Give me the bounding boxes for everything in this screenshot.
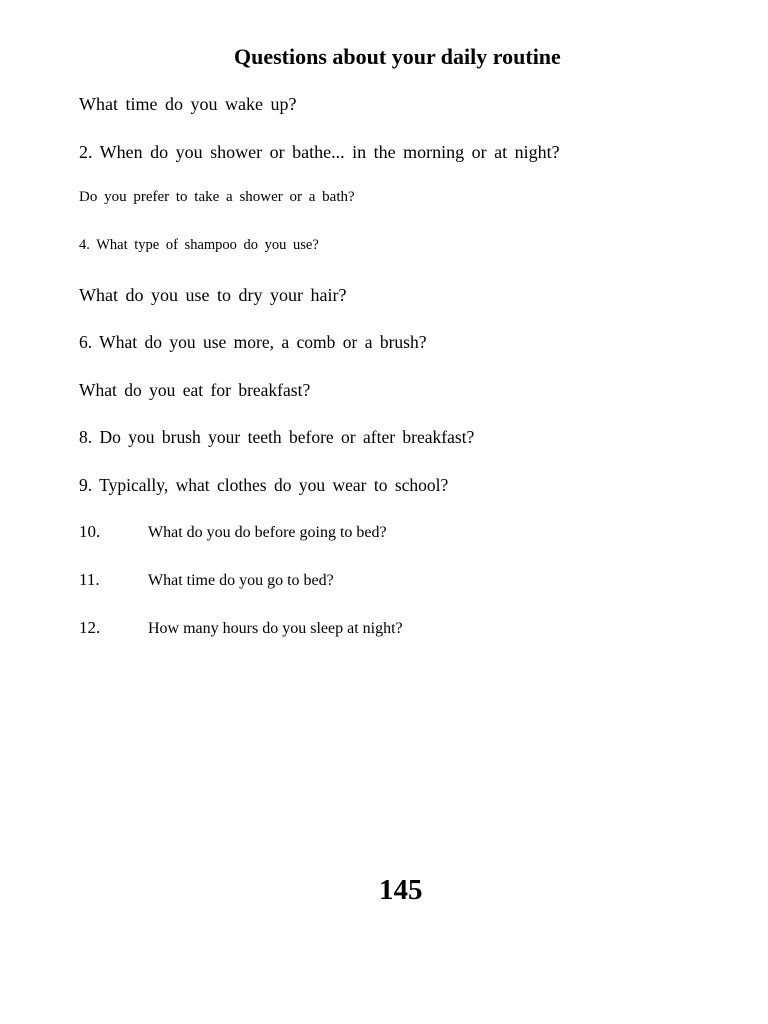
question-3: Do you prefer to take a shower or a bath? [79,189,355,205]
question-5: What do you use to dry your hair? [79,285,347,305]
question-6: 6. What do you use more, a comb or a brush? [79,332,427,352]
question-10 [79,522,387,542]
question-number: 10. [79,522,101,541]
question-text: What time do you go to bed? [148,572,334,589]
page-number: 145 [379,874,423,906]
question-7: What do you eat for breakfast? [79,380,311,400]
question-text: What do you do before going to bed? [148,524,387,541]
question-9: 9. Typically, what clothes do you wear to school? [79,475,449,495]
question-11 [79,570,334,590]
question-8: 8. Do you brush your teeth before or after breakfast? [79,427,475,447]
question-number: 12. [79,618,101,637]
question-2: 2. When do you shower or bathe... in the morning or at night? [79,142,560,162]
page-title: Questions about your daily routine [234,44,561,69]
question-number: 11. [79,570,100,589]
question-1: What time do you wake up? [79,94,297,114]
question-text: How many hours do you sleep at night? [148,620,403,637]
question-12 [79,618,403,638]
question-4: 4. What type of shampoo do you use? [79,237,319,253]
